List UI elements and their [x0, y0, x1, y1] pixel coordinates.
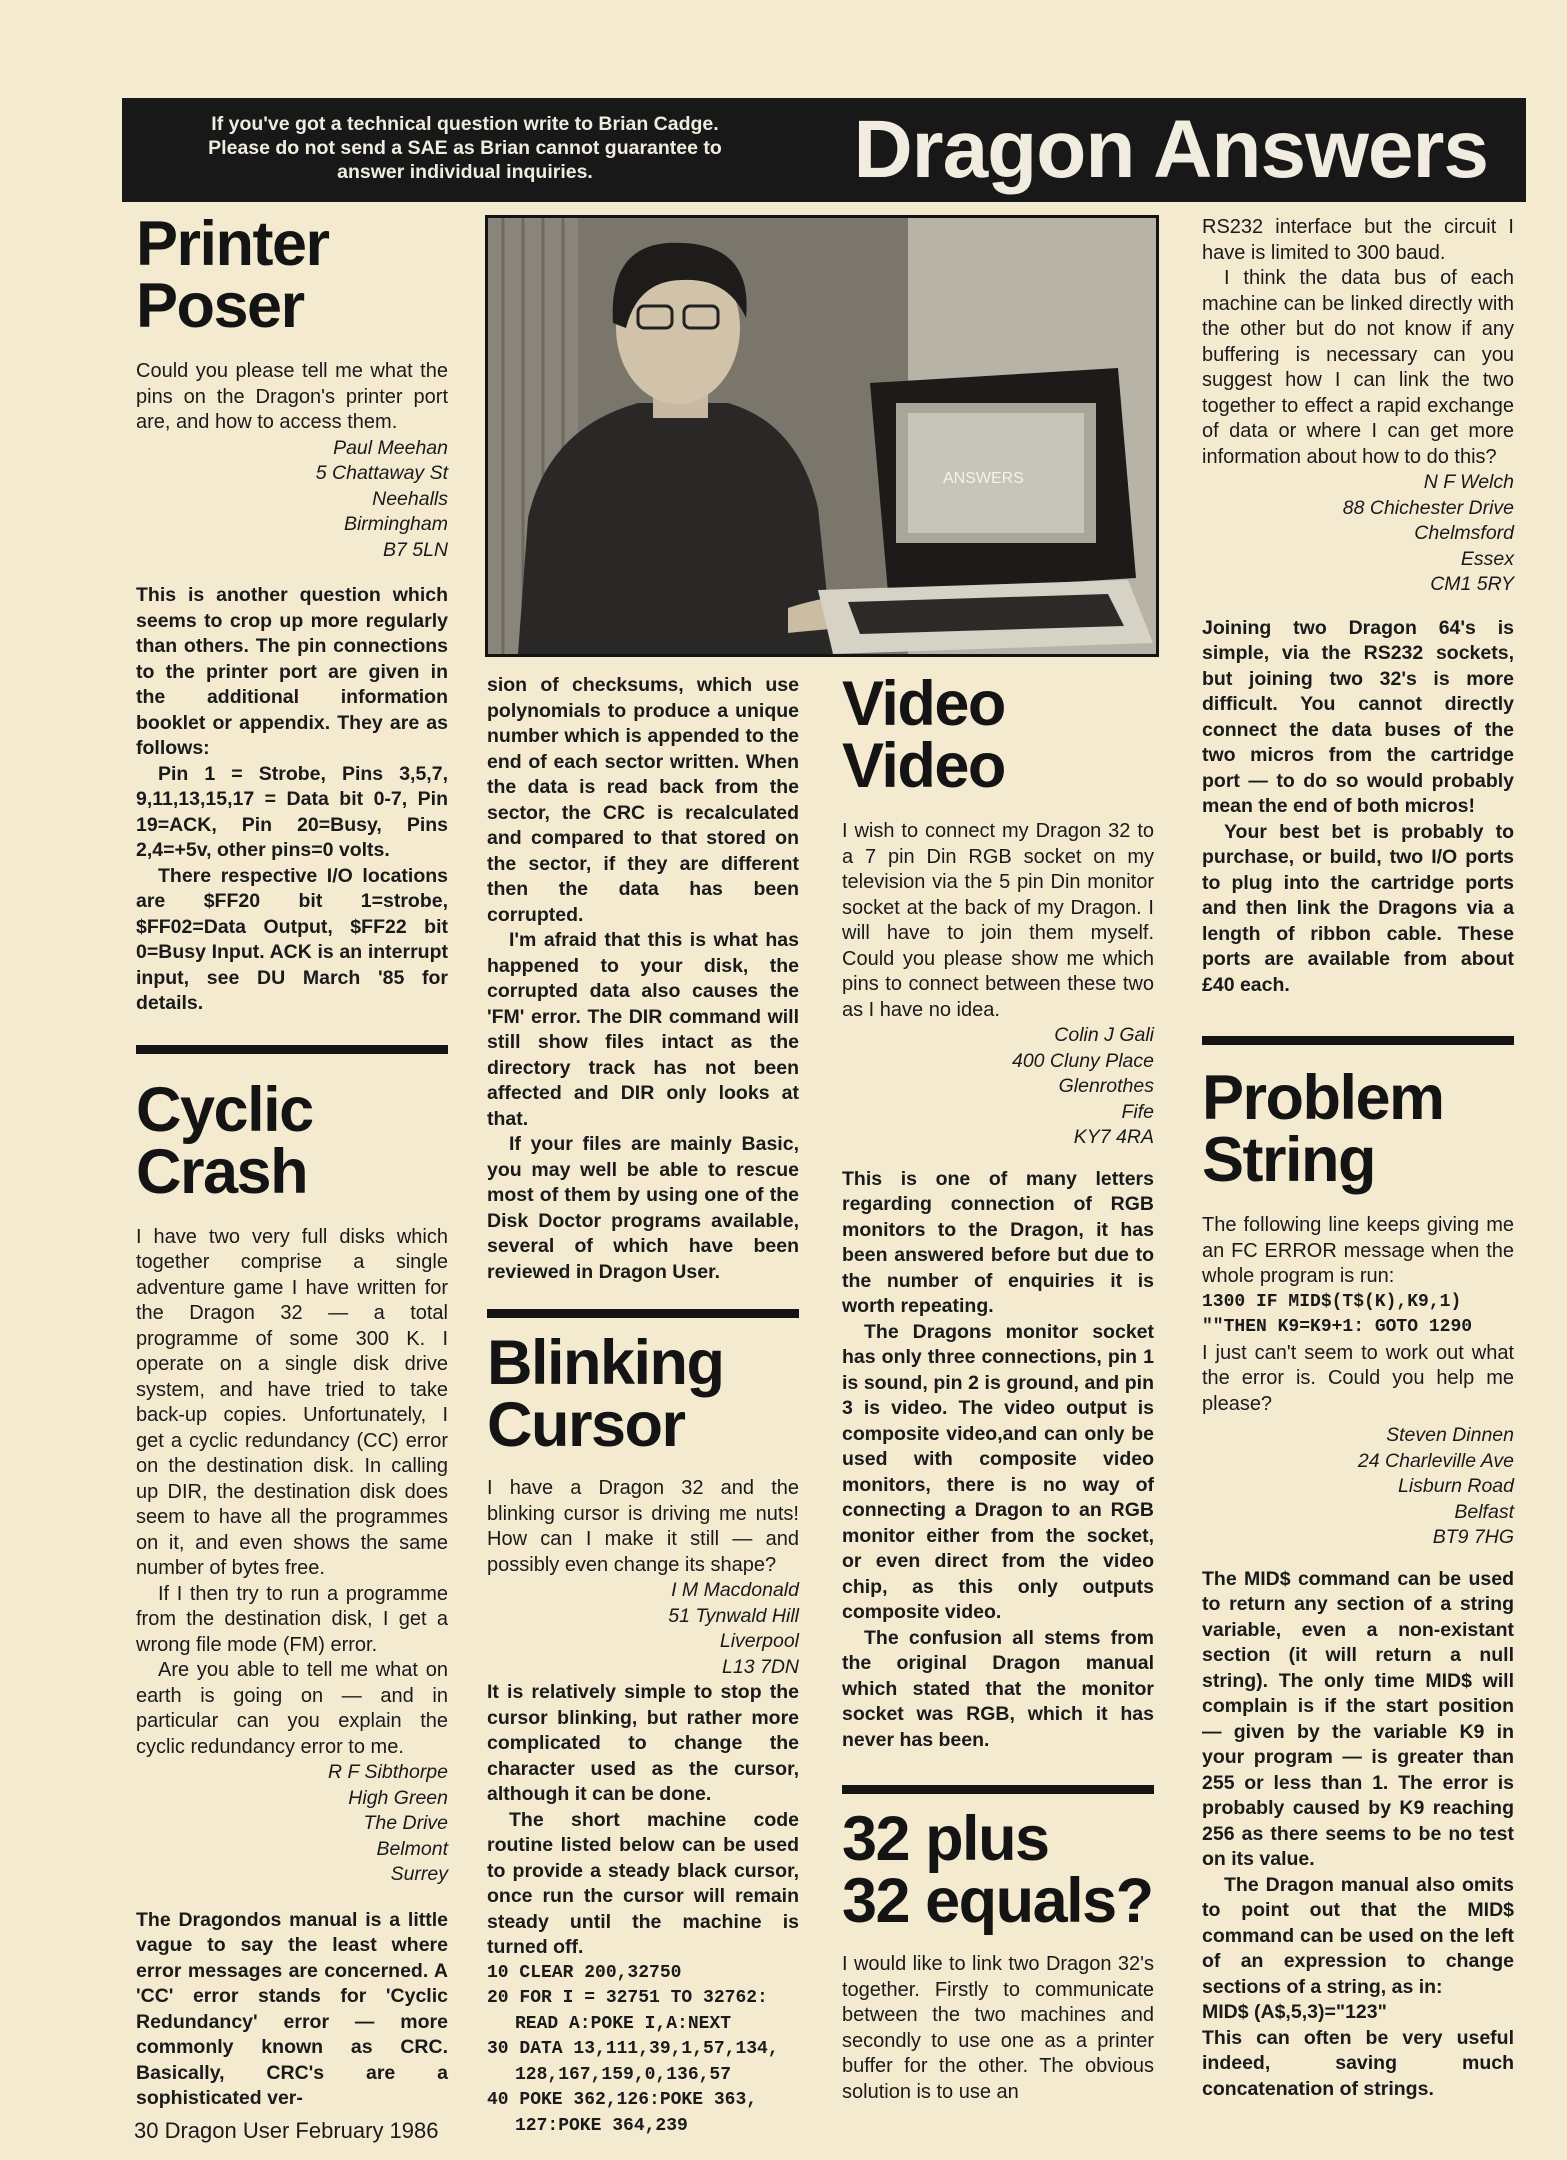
headline-line: 32 plus [842, 1804, 1049, 1874]
answer-text: I'm afraid that this is what has happened to your disk, the corrupted data also causes the 'FM' error. The DIR command will still show files intact as the directory track has not been affected and DIR only looks at that. [487, 929, 799, 1130]
answer-text: sion of checksums, which use polynomials to produce a unique number which is appended to the end of each sector written. When the data is read back from the sector, the CRC is recalculated and compared to that stored on the sector, if they are different then the data has been corrupted. [487, 674, 799, 926]
divider [487, 1309, 799, 1318]
answer-text: The short machine code routine listed below can be used to provide a steady black cursor, once run the cursor will remain steady until the machine is turned off. [487, 1808, 799, 1958]
photo-illustration [488, 218, 1156, 654]
sender-line: Fife [1121, 1100, 1154, 1123]
headline-32-plus [842, 1804, 1154, 1936]
code-line-continued: 127:POKE 364,239 [515, 2115, 688, 2136]
column-3 [842, 669, 1154, 2105]
example-code: MID$ (A$,5,3)="123" [1202, 2001, 1387, 2023]
headline-line: Poser [136, 271, 304, 341]
headline-video-video [842, 669, 1154, 801]
answer-text: The MID$ command can be used to return any section of a string variable, even a non-existant section (it will return a null string). The only time MID$ will complain is if the start position — given by the variable K9 in your program — is greater than 255 or less than 1. The error is probably caused by K9 reaching 256 as there seems to be no test on its value. [1202, 1567, 1514, 1870]
headline-line: Video [842, 731, 1005, 801]
headline-printer-poser [136, 209, 448, 341]
answer-text: There respective I/O locations are $FF20 bit 1=strobe, $FF02=Data Output, $FF22 bit 0=Busy Input. ACK is an interrupt input, see DU March '85 for details. [136, 864, 448, 1014]
answer-text: The Dragondos manual is a little vague to say the least where error messages are concerned. A 'CC' error stands for 'Cyclic Redundancy' error — more commonly known as CRC. Basically, CRC's are a sophisticated ver- [136, 1908, 448, 2109]
question-text: I have a Dragon 32 and the blinking cursor is driving me nuts! How can I make it still — and possibly even change its shape? [487, 1477, 799, 1576]
column-2 [487, 673, 799, 2139]
header-note-line: If you've got a technical question write to Brian Cadge. [211, 113, 719, 135]
question-text: If I then try to run a programme from the destination disk, I get a wrong file mode (FM) error. [136, 1582, 448, 1656]
header-note-line: Please do not send a SAE as Brian cannot guarantee to [208, 137, 722, 159]
answer-text: Joining two Dragon 64's is simple, via the RS232 sockets, but joining two 32's is more difficult. You cannot directly connect the data buses of the two micros from the cartridge port — to do so would probably mean the end of both micros! [1202, 616, 1514, 817]
answer-text: This is another question which seems to crop up more regularly than others. The pin connections to the printer port are given in the additional information booklet or appendix. They are as follows: [136, 584, 448, 759]
sender-line: 24 Charleville Ave [1357, 1449, 1514, 1472]
headline-cyclic-crash [136, 1074, 448, 1207]
column-1 [136, 209, 448, 2112]
headline-blinking-cursor [487, 1328, 799, 1460]
sender-address [487, 1578, 799, 1680]
sender-line: Lisburn Road [1398, 1475, 1514, 1497]
column-4 [1202, 215, 1514, 2102]
question-text: The following line keeps giving me an FC ERROR message when the whole program is run: [1202, 1214, 1514, 1287]
sender-line: Steven Dinnen [1386, 1424, 1514, 1446]
divider [1202, 1036, 1514, 1045]
sender-line: L13 7DN [722, 1655, 799, 1678]
answer-text: The confusion all stems from the original Dragon manual which stated that the monitor socket was RGB, which it has never has been. [842, 1626, 1154, 1751]
sender-line: Birmingham [343, 513, 448, 535]
headline-line: Printer [136, 209, 329, 279]
divider [136, 1045, 448, 1054]
headline-line: String [1202, 1125, 1375, 1195]
sender-line: Liverpool [719, 1630, 799, 1652]
code-line-continued: READ A:POKE I,A:NEXT [515, 2013, 732, 2034]
sender-address [1202, 1423, 1514, 1551]
headline-line: Video [842, 669, 1005, 739]
answer-text: The Dragon manual also omits to point out that the MID$ command can be used on the left of an expression to change sections of a string, as in: [1202, 1873, 1514, 1998]
sender-line: R F Sibthorpe [328, 1761, 448, 1783]
question-text: I would like to link two Dragon 32's together. Firstly to communicate between the two machines and secondly to use one as a printer buffer for the other. The obvious solution is to use an [842, 1953, 1154, 2103]
sender-address [136, 1760, 448, 1888]
sender-line: Neehalls [372, 487, 448, 510]
answer-text: It is relatively simple to stop the cursor blinking, but rather more complicated to change the character used as the cursor, although it can be done. [487, 1681, 799, 1805]
sender-line: High Green [348, 1786, 448, 1809]
question-text: I have two very full disks which together comprise a single adventure game I have written for the Dragon 32 — a total programme of some 300 K. I operate on a single disk drive system, and have tried to take back-up copies. Unfortunately, I get a cyclic redundancy (CC) error on the destination disk. In calling up DIR, the destination disk does seem to have all the programmes on it, and even shows the same number of bytes free. [136, 1225, 448, 1579]
photo [485, 215, 1159, 657]
answer-text: This is one of many letters regarding connection of RGB monitors to the Dragon, it has been answered before but due to the number of enquiries it is worth repeating. [842, 1167, 1154, 1317]
sender-line: I M Macdonald [671, 1579, 799, 1601]
sender-line: Belmont [376, 1837, 448, 1860]
sender-line: 400 Cluny Place [1011, 1049, 1154, 1072]
page-title: Dragon Answers [853, 104, 1488, 195]
question-text: Could you please tell me what the pins on the Dragon's printer port are, and how to access them. [136, 360, 448, 433]
code-line: 40 POKE 362,126:POKE 363, [487, 2090, 758, 2110]
sender-line: Chelmsford [1414, 522, 1514, 544]
sender-line: 5 Chattaway St [315, 462, 448, 484]
headline-line: Cursor [487, 1390, 685, 1460]
question-text: I think the data bus of each machine can be linked directly with the other but do not know if any buffering is necessary can you suggest how I can link the two together to effect a rapid exchange of data or where I can get more information about how to do this? [1202, 267, 1514, 468]
answer-text: Your best bet is probably to purchase, or build, two I/O ports to plug into the cartridge ports and then link the Dragons via a length of ribbon cable. These ports are available from about £40 each. [1202, 820, 1514, 996]
headline-line: Problem [1202, 1063, 1444, 1133]
header-note [122, 112, 808, 184]
sender-line: Glenrothes [1058, 1075, 1154, 1097]
code-line-continued: 128,167,159,0,136,57 [515, 2064, 732, 2085]
code-line: 30 DATA 13,111,39,1,57,134, [487, 2039, 779, 2059]
code-line: 10 CLEAR 200,32750 [487, 1962, 682, 1983]
headline-line: Blinking [487, 1328, 724, 1398]
answer-text: Pin 1 = Strobe, Pins 3,5,7, 9,11,13,15,17 = Data bit 0-7, Pin 19=ACK, Pin 20=Busy, Pins 2,4=+5v, other pins=0 volts. [136, 762, 448, 861]
sender-line: Belfast [1454, 1500, 1514, 1523]
sender-line: Surrey [390, 1863, 448, 1885]
sender-line: CM1 5RY [1430, 573, 1514, 595]
sender-address [136, 436, 448, 564]
header-bar [122, 98, 1526, 202]
answer-text: If your files are mainly Basic, you may well be able to rescue most of them by using one of the Disk Doctor programs available, several of which have been reviewed in Dragon User. [487, 1133, 799, 1283]
question-text: I just can't seem to work out what the error is. Could you help me please? [1202, 1341, 1514, 1415]
sender-address [842, 1023, 1154, 1151]
sender-line: 51 Tynwald Hill [668, 1604, 799, 1627]
sender-line: 88 Chichester Drive [1342, 496, 1514, 519]
sender-line: KY7 4RA [1073, 1126, 1154, 1148]
question-text: I wish to connect my Dragon 32 to a 7 pin Din RGB socket on my television via the 5 pin Din monitor socket at the back of my Dragon. I will have to join them myself. Could you please show me which pins to connect between these two as I have no idea. [842, 820, 1154, 1021]
page-footer: 30 Dragon User February 1986 [134, 2118, 439, 2143]
code-line: 20 FOR I = 32751 TO 32762: [487, 1988, 768, 2008]
sender-line: The Drive [363, 1812, 448, 1834]
headline-line: 32 equals? [842, 1866, 1153, 1936]
code-listing [487, 1961, 799, 2140]
sender-line: Colin J Gali [1054, 1024, 1154, 1046]
code-line: 1300 IF MID$(T$(K),K9,1) [1202, 1291, 1462, 1312]
code-listing [1202, 1290, 1514, 1341]
question-text: RS232 interface but the circuit I have is limited to 300 baud. [1202, 216, 1514, 264]
question-text: Are you able to tell me what on earth is going on — and in particular can you explain the cyclic redundancy error to me. [136, 1659, 448, 1758]
sender-line: B7 5LN [382, 538, 448, 561]
divider [842, 1785, 1154, 1794]
answer-text: The Dragons monitor socket has only three connections, pin 1 is sound, pin 2 is ground, and pin 3 is video. The video output is composite video,and can only be used with composite video monitors, there is no way of connecting a Dragon to an RGB monitor either from the socket, or even direct from the video chip, as this only outputs composite video. [842, 1320, 1154, 1623]
sender-line: Paul Meehan [333, 436, 448, 459]
sender-line: N F Welch [1423, 471, 1514, 493]
code-line: ""THEN K9=K9+1: GOTO 1290 [1202, 1317, 1473, 1337]
headline-line: Cyclic [136, 1074, 313, 1145]
headline-problem-string [1202, 1063, 1514, 1195]
sender-address [1202, 470, 1514, 598]
sender-line: Essex [1460, 547, 1514, 570]
sender-line: BT9 7HG [1432, 1526, 1514, 1548]
headline-line: Crash [136, 1136, 308, 1207]
answer-text: This can often be very useful indeed, saving much concatenation of strings. [1202, 2026, 1514, 2100]
screen-text: ANSWERS [943, 470, 1024, 487]
header-note-line: answer individual inquiries. [337, 161, 593, 183]
